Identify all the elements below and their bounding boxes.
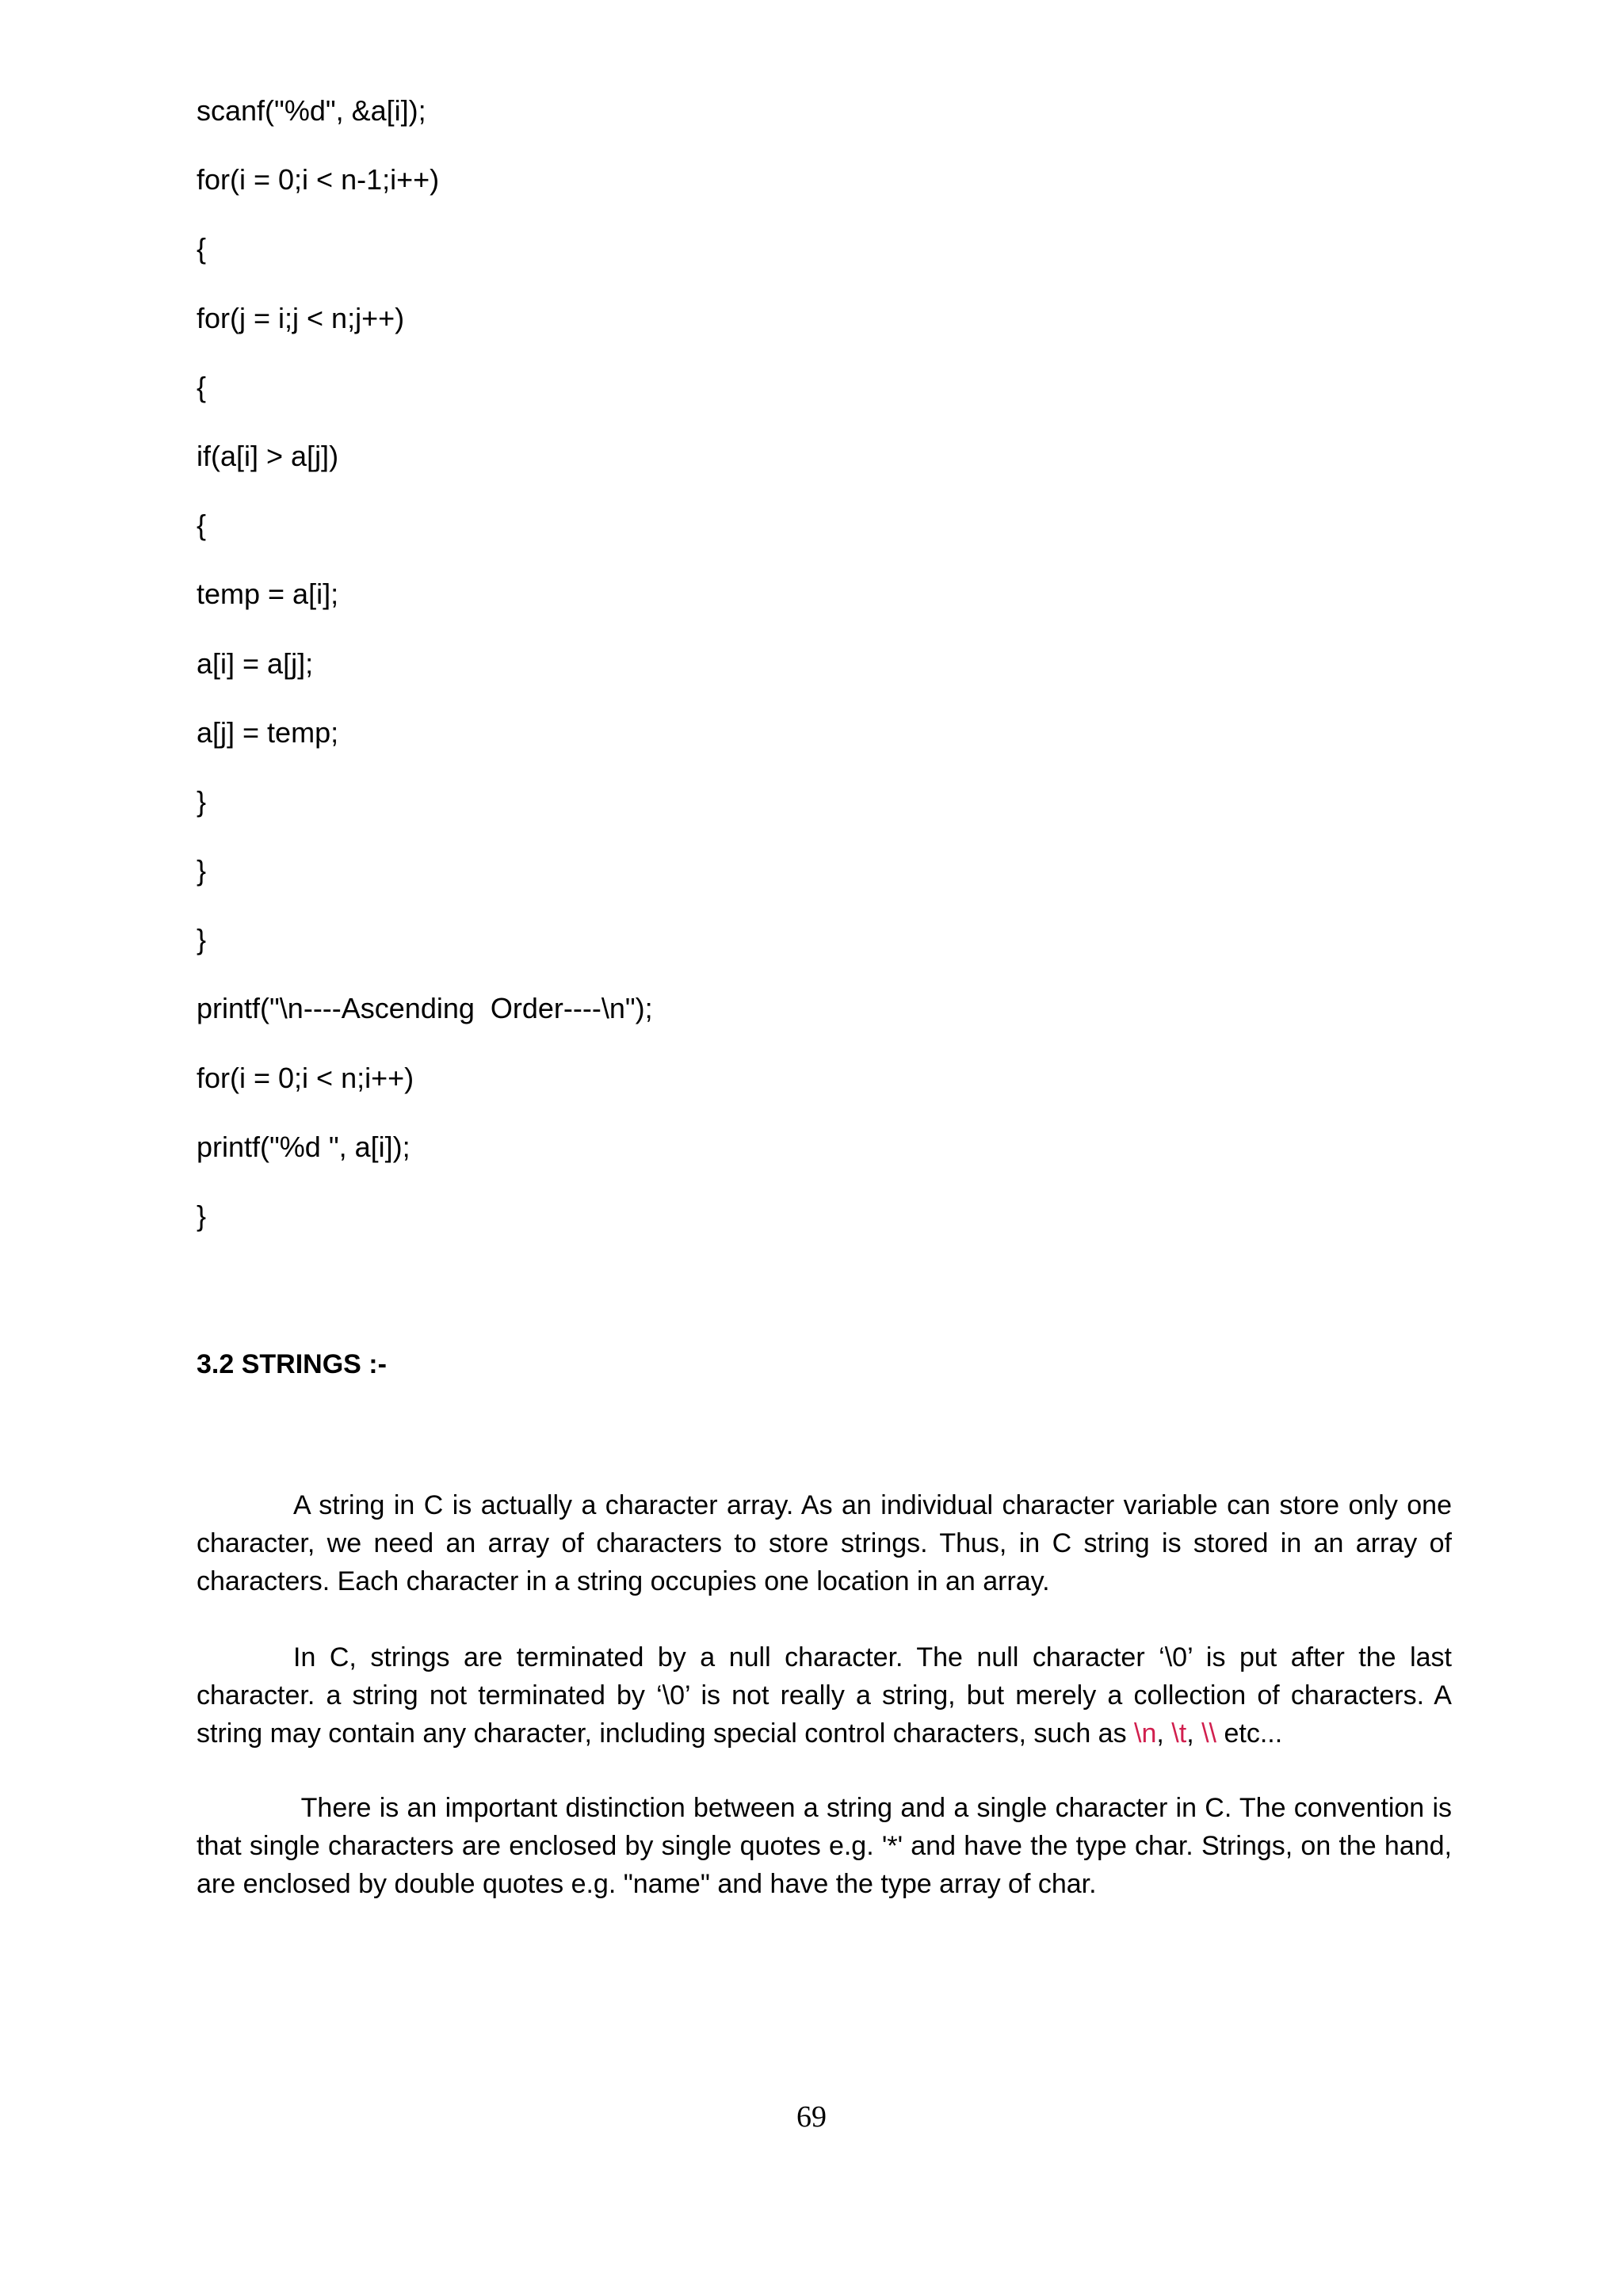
paragraph-string-definition — [197, 1486, 1452, 1600]
code-line: } — [197, 1199, 207, 1232]
separator: , — [1156, 1718, 1172, 1749]
code-listing — [197, 93, 1465, 1268]
paragraph-null-terminator — [197, 1638, 1452, 1753]
separator: , — [1186, 1718, 1202, 1749]
code-line: { — [197, 370, 207, 403]
code-line: } — [197, 923, 207, 956]
code-line: printf("%d ", a[i]); — [197, 1130, 411, 1163]
code-line: if(a[i] > a[j]) — [197, 439, 339, 472]
section-heading: 3.2 STRINGS :- — [197, 1349, 387, 1379]
code-line: for(i = 0;i < n;i++) — [197, 1061, 414, 1094]
code-line: } — [197, 854, 207, 887]
code-line: for(i = 0;i < n-1;i++) — [197, 163, 440, 196]
code-line: temp = a[i]; — [197, 578, 339, 611]
code-line: scanf("%d", &a[i]); — [197, 94, 426, 127]
escape-sequence-backslash: \\ — [1201, 1718, 1217, 1749]
paragraph-text-end: etc... — [1216, 1718, 1283, 1749]
escape-sequence-tab: \t — [1171, 1718, 1187, 1749]
paragraph-char-vs-string — [197, 1789, 1452, 1903]
paragraph-text: There is an important distinction between a string and a single character in C. The convention is that single characters are enclosed by single quotes e.g. '*' and have the type char. Strings, on the hand, are enclosed by double quotes e.g. "name" and have the type array of char. — [197, 1793, 1452, 1899]
code-line: { — [197, 232, 207, 265]
code-line: printf("\n----Ascending Order----\n"); — [197, 992, 653, 1025]
page-number: 69 — [796, 2100, 827, 2134]
code-line: } — [197, 784, 207, 818]
code-line: a[j] = temp; — [197, 715, 339, 749]
code-line: { — [197, 509, 207, 542]
paragraph-text: A string in C is actually a character array. As an individual character variable can store only one character, we need an array of characters to store strings. Thus, in C string is stored in an array of characters. Each character in a string occupies one location in an array. — [197, 1490, 1452, 1596]
code-line: for(j = i;j < n;j++) — [197, 301, 405, 334]
escape-sequence-newline: \n — [1134, 1718, 1157, 1749]
code-line: a[i] = a[j]; — [197, 646, 314, 680]
paragraph-text: In C, strings are terminated by a null character. The null character ‘\0’ is put after the last character. a string not terminated by ‘\0’ is not really a string, but merely a collection of characters. A string may contain any character, including special control characters, such as — [197, 1642, 1452, 1749]
